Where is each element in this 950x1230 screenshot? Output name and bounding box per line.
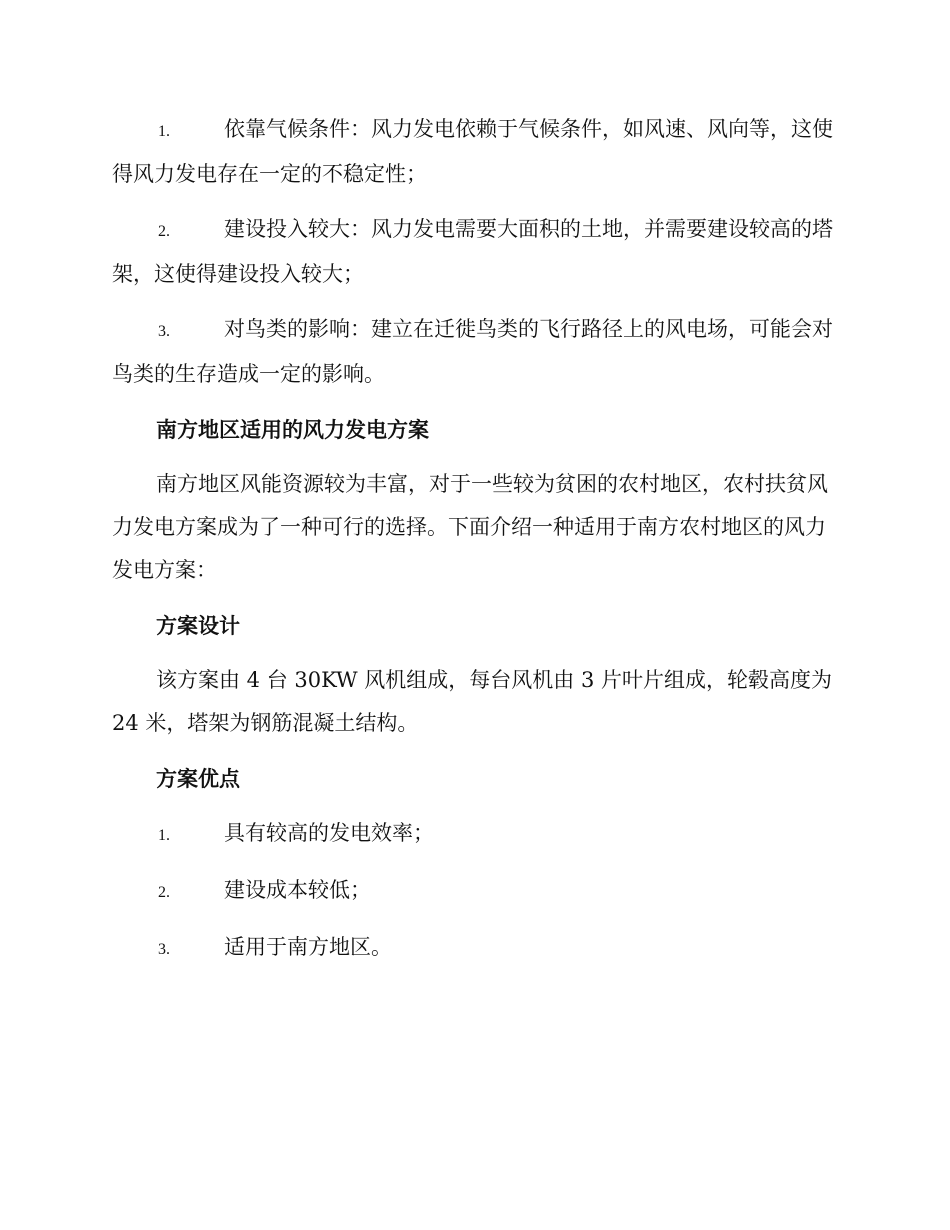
document-body [112, 108, 834, 983]
list-item [112, 308, 834, 396]
section-heading-design: 方案设计 [156, 613, 240, 638]
list-item-text: 具有较高的发电效率； [224, 821, 434, 845]
list-item [112, 108, 834, 196]
list-number: 1. [158, 827, 170, 844]
list-item-text: 依靠气候条件：风力发电依赖于气候条件，如风速、风向等，这使得风力发电存在一定的不稳定性； [112, 117, 833, 186]
list-number: 2. [158, 884, 170, 901]
section-heading-advantages: 方案优点 [156, 766, 240, 791]
list-number: 3. [158, 941, 170, 958]
list-number: 3. [158, 323, 170, 340]
list-item-text: 适用于南方地区。 [224, 935, 392, 959]
list-item [112, 208, 834, 296]
list-item-text: 建设投入较大：风力发电需要大面积的土地，并需要建设较高的塔架，这使得建设投入较大； [112, 217, 833, 286]
list-item [112, 812, 834, 857]
list-item-text: 对鸟类的影响：建立在迁徙鸟类的飞行路径上的风电场，可能会对鸟类的生存造成一定的影响。 [112, 317, 833, 386]
list-number: 1. [158, 123, 170, 140]
section-paragraph-south: 南方地区风能资源较为丰富，对于一些较为贫困的农村地区，农村扶贫风力发电方案成为了一种可行的选择。下面介绍一种适用于南方农村地区的风力发电方案： [112, 472, 828, 582]
list-item-text: 建设成本较低； [224, 878, 371, 902]
section-heading-south: 南方地区适用的风力发电方案 [156, 417, 429, 442]
list-item [112, 926, 834, 971]
section-paragraph-design: 该方案由 4 台 30KW 风机组成，每台风机由 3 片叶片组成，轮毂高度为 24 米，塔架为钢筋混凝土结构。 [112, 668, 833, 735]
list-number: 2. [158, 223, 170, 240]
list-item [112, 869, 834, 914]
